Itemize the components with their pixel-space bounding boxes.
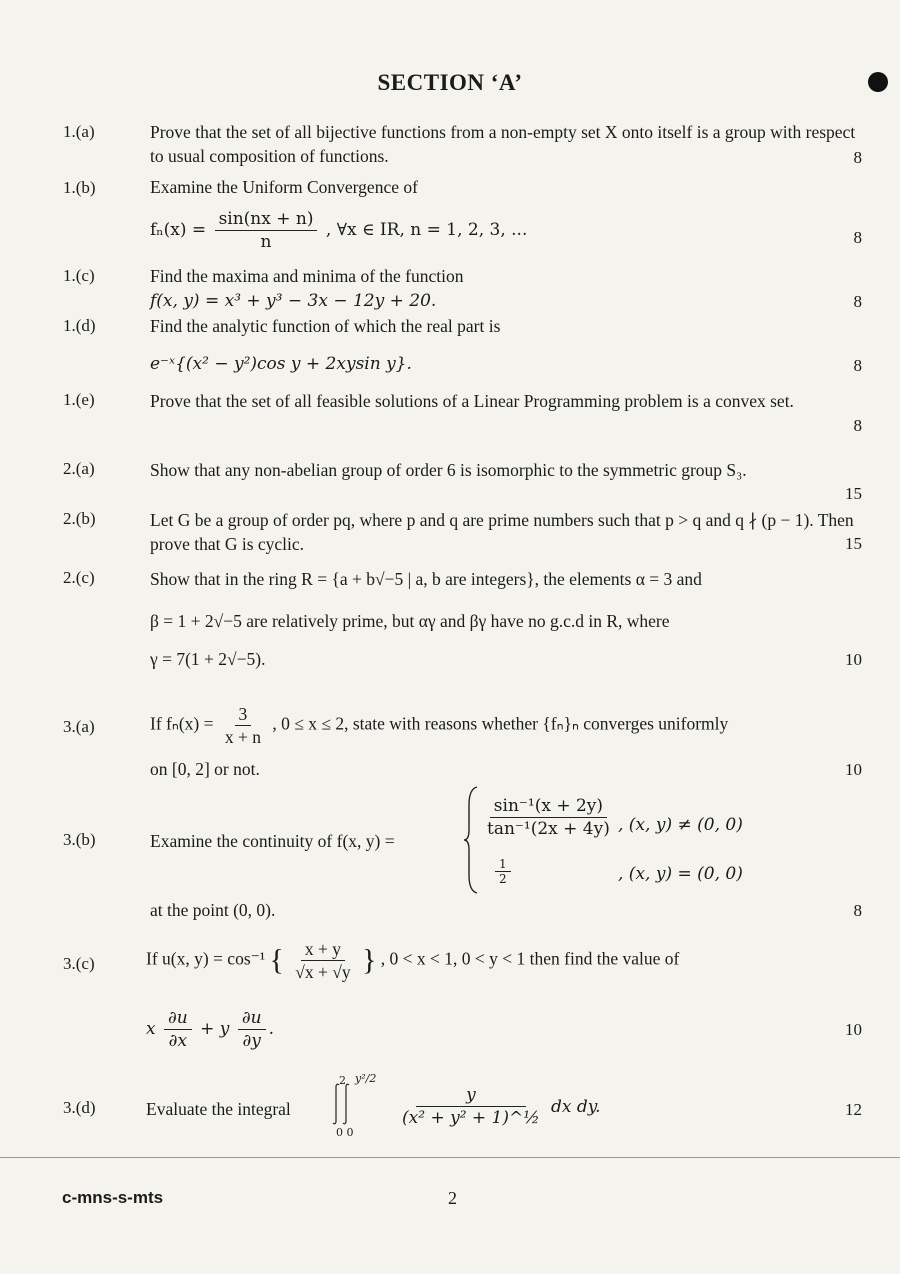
q1b-number: 1.(b) bbox=[63, 178, 96, 197]
q3b-brace bbox=[463, 785, 479, 899]
q1c-text: Find the maxima and minima of the function bbox=[150, 266, 464, 286]
q1b-marks: 8 bbox=[853, 228, 862, 247]
q3c-expr-x: x bbox=[146, 1019, 156, 1039]
q2b-marks: 15 bbox=[845, 534, 862, 553]
q3b-case1-num: sin⁻¹(x + 2y) bbox=[490, 795, 607, 818]
q1b-fraction-den: n bbox=[260, 232, 272, 252]
q2c-line2: β = 1 + 2√−5 are relatively prime, but αγ and βγ have no g.c.d in R, where bbox=[150, 611, 670, 631]
q3c-fraction-den: √x + √y bbox=[295, 962, 351, 982]
q3b-marks: 8 bbox=[853, 901, 862, 920]
q3b-case2-cond: , (x, y) = (0, 0) bbox=[618, 864, 743, 884]
q3c-marks: 10 bbox=[845, 1020, 862, 1039]
q3d-fraction-den: (x² + y² + 1)^½ bbox=[402, 1108, 540, 1128]
q3d-integrand bbox=[395, 1084, 547, 1129]
q3a-fraction-den: x + n bbox=[224, 727, 261, 747]
q1e-marks: 8 bbox=[853, 416, 862, 435]
q1e-text: Prove that the set of all feasible solutions of a Linear Programming problem is a convex set. bbox=[150, 391, 794, 411]
q3b-tail: at the point (0, 0). bbox=[150, 900, 276, 920]
q2c-marks: 10 bbox=[845, 650, 862, 669]
q3a-lhs: If fₙ(x) = bbox=[150, 713, 214, 734]
q1b-formula bbox=[150, 208, 527, 253]
q1d-marks: 8 bbox=[853, 356, 862, 375]
q3c-brace-close: } bbox=[362, 943, 377, 977]
integral-sign-icon bbox=[330, 1082, 356, 1130]
q3b-case2-fraction bbox=[495, 857, 511, 886]
q3c-rest: , 0 < x < 1, 0 < y < 1 then find the value of bbox=[380, 948, 680, 969]
q3a-rest: , 0 ≤ x ≤ 2, state with reasons whether {fₙ}ₙ converges uniformly bbox=[272, 713, 729, 734]
q3d-tail: dx dy. bbox=[551, 1097, 601, 1117]
q3c-plus-y: + y bbox=[200, 1019, 230, 1039]
footer-divider bbox=[0, 1157, 900, 1158]
q2c-line3: γ = 7(1 + 2√−5). bbox=[150, 649, 266, 669]
q3d-upper-inner: y²/2 bbox=[355, 1072, 377, 1085]
q3b-number: 3.(b) bbox=[63, 830, 96, 849]
q3d-upper-outer: 2 bbox=[339, 1074, 346, 1087]
q3b-lead: Examine the continuity of f(x, y) = bbox=[150, 831, 395, 851]
q3a-line1 bbox=[150, 703, 862, 748]
q3b-case1-cond: , (x, y) ≠ (0, 0) bbox=[618, 815, 743, 835]
q1d-formula: e⁻ˣ{(x² − y²)cos y + 2xysin y}. bbox=[150, 354, 412, 374]
q1c-number: 1.(c) bbox=[63, 266, 95, 285]
q3c-fraction bbox=[291, 938, 354, 983]
q2a-number: 2.(a) bbox=[63, 459, 95, 478]
q3c-fraction-num: x + y bbox=[301, 938, 345, 961]
q3b-case2-num: 1 bbox=[495, 857, 511, 872]
q3d-number: 3.(d) bbox=[63, 1098, 96, 1117]
q3c-line1 bbox=[146, 938, 858, 983]
q3c-dy: ∂y bbox=[242, 1031, 261, 1051]
q1b-formula-lhs: fₙ(x) = bbox=[150, 220, 207, 240]
q3c-dx: ∂x bbox=[168, 1031, 188, 1051]
corner-dot bbox=[868, 72, 888, 92]
q3c-brace-open: { bbox=[269, 943, 284, 977]
q3d-lead: Evaluate the integral bbox=[146, 1099, 291, 1119]
q1c-marks: 8 bbox=[853, 292, 862, 311]
q1e-number: 1.(e) bbox=[63, 390, 95, 409]
q3b-case2-den: 2 bbox=[499, 872, 507, 886]
q1c-formula: f(x, y) = x³ + y³ − 3x − 12y + 20. bbox=[150, 291, 437, 311]
q3c-partial-x bbox=[164, 1007, 192, 1052]
q3b-case1-fraction bbox=[483, 795, 614, 840]
q3c-du1: ∂u bbox=[164, 1007, 192, 1030]
q1b-text: Examine the Uniform Convergence of bbox=[150, 177, 418, 197]
q3a-number: 3.(a) bbox=[63, 717, 95, 736]
q3a-marks: 10 bbox=[845, 760, 862, 779]
q3c-partial-y bbox=[238, 1007, 266, 1052]
q3d-marks: 12 bbox=[845, 1100, 862, 1119]
q1a-number: 1.(a) bbox=[63, 122, 95, 141]
q1a-text: Prove that the set of all bijective functions from a non-empty set X onto itself is a group with respect to usual composition of functions. bbox=[150, 122, 856, 166]
q2a-text: Show that any non-abelian group of order 6 is isomorphic to the symmetric group S₃. bbox=[150, 460, 747, 480]
page-number: 2 bbox=[448, 1188, 457, 1208]
q2b-number: 2.(b) bbox=[63, 509, 96, 528]
q1b-fraction bbox=[215, 208, 318, 253]
q1a-marks: 8 bbox=[853, 148, 862, 167]
q2c-line1: Show that in the ring R = {a + b√−5 | a, b are integers}, the elements α = 3 and bbox=[150, 569, 702, 589]
q3c-du2: ∂u bbox=[238, 1007, 266, 1030]
q3b-case1 bbox=[480, 795, 617, 840]
q3d-fraction-num: y bbox=[416, 1084, 526, 1107]
q3c-expr: x $\frac{\partial u}{\partial x}$ + y $\frac{\partial u}{\partial y}$ . bbox=[146, 1008, 274, 1051]
q3d-fraction bbox=[398, 1084, 544, 1129]
section-title: SECTION ‘A’ bbox=[377, 70, 523, 95]
q3d-lower: 0 0 bbox=[336, 1126, 354, 1139]
q3a-fraction bbox=[221, 703, 265, 748]
q3a-line2: on [0, 2] or not. bbox=[150, 759, 260, 779]
q2b-text: Let G be a group of order pq, where p and q are prime numbers such that p > q and q ∤ (p − 1). Then prove that G is cyclic. bbox=[150, 510, 854, 554]
q3b-case1-den: tan⁻¹(2x + 4y) bbox=[487, 819, 610, 839]
q1b-formula-rhs: , ∀x ∈ IR, n = 1, 2, 3, ... bbox=[325, 220, 528, 240]
footer-code: c-mns-s-mts bbox=[62, 1188, 164, 1207]
q3c-number: 3.(c) bbox=[63, 954, 95, 973]
q2c-number: 2.(c) bbox=[63, 568, 95, 587]
q1d-number: 1.(d) bbox=[63, 316, 96, 335]
q1d-text: Find the analytic function of which the real part is bbox=[150, 316, 501, 336]
q3b-case2 bbox=[492, 857, 514, 886]
q1b-fraction-num: sin(nx + n) bbox=[215, 208, 318, 231]
q3a-fraction-num: 3 bbox=[235, 703, 252, 726]
q2a-marks: 15 bbox=[845, 484, 862, 503]
q3c-lead: If u(x, y) = cos⁻¹ bbox=[146, 948, 266, 969]
